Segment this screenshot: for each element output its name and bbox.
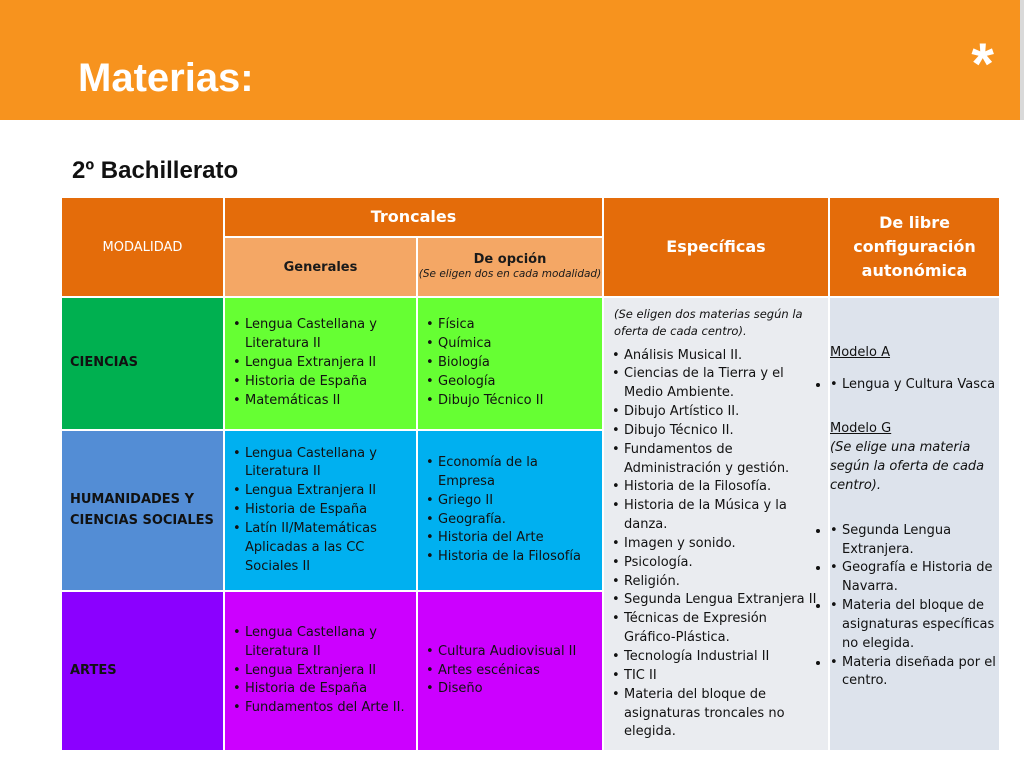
- list-item: • Artes escénicas: [426, 662, 596, 681]
- list-item: • Lengua Extranjera II: [233, 482, 410, 501]
- list-item: • Economía de la Empresa: [426, 454, 596, 492]
- list-item: • Química: [426, 335, 596, 354]
- header-edge: [1020, 0, 1024, 120]
- header-generales: [224, 237, 417, 297]
- section-subtitle: 2º Bachillerato: [72, 157, 239, 184]
- humanidades-generales: [224, 430, 417, 591]
- list-item: • Religión.: [612, 573, 822, 592]
- page-title: Materias:: [78, 56, 254, 100]
- list-item: • Dibujo Técnico II: [426, 392, 596, 411]
- list-item: • Tecnología Industrial II: [612, 648, 822, 667]
- list-item: • Lengua Extranjera II: [233, 662, 410, 681]
- asterisk-icon: *: [971, 32, 994, 97]
- list-item: • Ciencias de la Tierra y el Medio Ambiente.: [612, 365, 822, 403]
- list-item: • Fundamentos del Arte II.: [233, 699, 410, 718]
- list-item: • • Segunda Lengua Extranjera.: [830, 522, 999, 560]
- list-item: • • Lengua y Cultura Vasca: [830, 376, 999, 395]
- list-item: • Materia del bloque de asignaturas troncales no elegida.: [612, 686, 822, 743]
- list-item: • Lengua Extranjera II: [233, 354, 410, 373]
- artes-generales: [224, 591, 417, 751]
- header-troncales: Troncales: [224, 197, 603, 237]
- header-especificas: Específicas: [603, 197, 829, 297]
- list-item: • Historia del Arte: [426, 529, 596, 548]
- list-item: • Griego II: [426, 492, 596, 511]
- de-opcion-note: (Se eligen dos en cada modalidad): [418, 267, 602, 280]
- list-item: • TIC II: [612, 667, 822, 686]
- header-libre: De libre configuración autonómica: [829, 197, 1000, 297]
- list-item: • Dibujo Técnico II.: [612, 422, 822, 441]
- list-item: • • Materia diseñada por el centro.: [830, 654, 999, 692]
- list-item: • Lengua Castellana y Literatura II: [233, 316, 410, 354]
- artes-opcion: [417, 591, 603, 751]
- list-item: • • Materia del bloque de asignaturas específicas no elegida.: [830, 597, 999, 654]
- list-item: • Historia de la Filosofía: [426, 548, 596, 567]
- especificas-note: (Se eligen dos materias según la oferta de cada centro).: [614, 307, 803, 339]
- list-item: • Geología: [426, 373, 596, 392]
- humanidades-opcion: [417, 430, 603, 591]
- list-item: • Técnicas de Expresión Gráfico-Plástica.: [612, 610, 822, 648]
- list-item: • Historia de la Música y la danza.: [612, 497, 822, 535]
- header-modalidad: MODALIDAD: [61, 197, 224, 297]
- modelo-g-note: (Se elige una materia según la oferta de cada centro).: [830, 440, 985, 493]
- list-item: • Análisis Musical II.: [612, 347, 822, 366]
- de-opcion-label: De opción: [473, 251, 547, 267]
- list-item: • Geografía.: [426, 511, 596, 530]
- header-de-opcion: [417, 237, 603, 297]
- list-item: • Fundamentos de Administración y gestión.: [612, 441, 822, 479]
- list-item: • Psicología.: [612, 554, 822, 573]
- list-item: • Historia de España: [233, 373, 410, 392]
- list-item: • Física: [426, 316, 596, 335]
- list-item: • Lengua Castellana y Literatura II: [233, 624, 410, 662]
- row-label-humanidades: HUMANIDADES Y CIENCIAS SOCIALES: [61, 430, 224, 591]
- generales-label: Generales: [283, 259, 358, 275]
- ciencias-opcion: [417, 297, 603, 430]
- list-item: • Diseño: [426, 680, 596, 699]
- list-item: • Cultura Audiovisual II: [426, 643, 596, 662]
- list-item: • Segunda Lengua Extranjera II: [612, 591, 822, 610]
- row-label-ciencias: CIENCIAS: [61, 297, 224, 430]
- modelo-g-label: Modelo G: [830, 421, 892, 437]
- list-item: • Lengua Castellana y Literatura II: [233, 445, 410, 483]
- list-item: • • Geografía e Historia de Navarra.: [830, 559, 999, 597]
- modelo-a-label: Modelo A: [830, 344, 891, 360]
- especificas-cell: [603, 297, 829, 751]
- list-item: • Latín II/Matemáticas Aplicadas a las CC Sociales II: [233, 520, 410, 577]
- row-label-artes: ARTES: [61, 591, 224, 751]
- list-item: • Dibujo Artístico II.: [612, 403, 822, 422]
- list-item: • Biología: [426, 354, 596, 373]
- list-item: • Historia de la Filosofía.: [612, 478, 822, 497]
- list-item: • Imagen y sonido.: [612, 535, 822, 554]
- libre-cell: [829, 297, 1000, 751]
- list-item: • Matemáticas II: [233, 392, 410, 411]
- list-item: • Historia de España: [233, 680, 410, 699]
- subjects-table: [60, 196, 1001, 752]
- ciencias-generales: [224, 297, 417, 430]
- list-item: • Historia de España: [233, 501, 410, 520]
